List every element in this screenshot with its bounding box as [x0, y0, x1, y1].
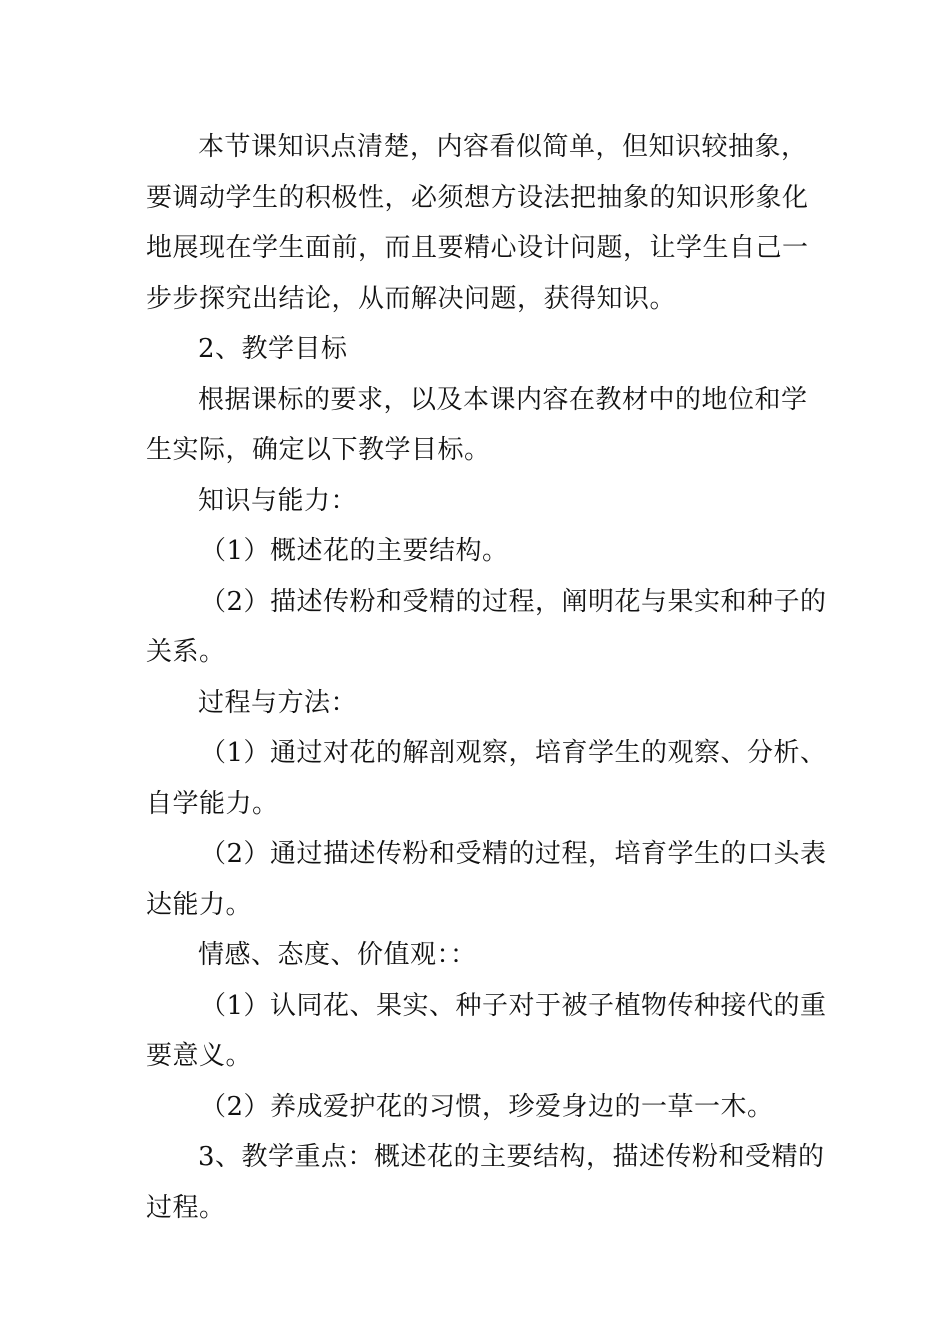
paragraph-goals-intro	[146, 375, 808, 476]
text-line: 2、教学目标	[198, 334, 348, 364]
text-line: 过程与方法：	[198, 687, 358, 718]
subheading-emotion-attitude-values	[146, 930, 808, 981]
text-line: 本节课知识点清楚，内容看似简单，但知识较抽象，	[198, 132, 808, 162]
text-line: 根据课标的要求，以及本课内容在教材中的地位和学	[198, 384, 808, 415]
text-line: 达能力。	[146, 889, 253, 920]
text-line: 情感、态度、价值观：：	[198, 940, 477, 970]
text-line: 过程。	[146, 1192, 226, 1223]
document-body	[146, 122, 827, 1233]
subheading-process-method	[146, 678, 808, 729]
text-line: （2）描述传粉和受精的过程，阐明花与果实和种子的	[200, 586, 827, 617]
text-line: （1）认同花、果实、种子对于被子植物传种接代的重	[200, 990, 827, 1021]
text-line: （1）通过对花的解剖观察，培育学生的观察、分析、	[200, 738, 827, 768]
list-item-process-1	[146, 728, 827, 829]
text-line: 生实际，确定以下教学目标。	[146, 435, 491, 465]
text-line: 要调动学生的积极性，必须想方设法把抽象的知识形象化	[146, 182, 809, 213]
text-line: 自学能力。	[146, 788, 279, 819]
text-line: 知识与能力：	[198, 485, 358, 516]
list-item-emotion-2	[146, 1082, 808, 1133]
text-line: 3、教学重点：概述花的主要结构，描述传粉和受精的	[198, 1142, 825, 1172]
text-line: （2）通过描述传粉和受精的过程，培育学生的口头表	[200, 839, 827, 869]
list-item-emotion-1	[146, 981, 827, 1082]
text-line: （1）概述花的主要结构。	[200, 536, 509, 566]
subheading-knowledge-ability	[146, 476, 808, 527]
text-line: 要意义。	[146, 1041, 253, 1071]
text-line: 关系。	[146, 637, 226, 667]
text-line: 地展现在学生面前，而且要精心设计问题，让学生自己一	[146, 233, 809, 263]
section-heading-teaching-goals	[146, 324, 808, 375]
list-item-process-2	[146, 829, 827, 930]
section-teaching-focus	[146, 1132, 825, 1233]
text-line: （2）养成爱护花的习惯，珍爱身边的一草一木。	[200, 1091, 774, 1122]
text-line: 步步探究出结论，从而解决问题，获得知识。	[146, 283, 677, 314]
list-item-knowledge-2	[146, 577, 827, 678]
list-item-knowledge-1	[146, 526, 808, 577]
paragraph-intro	[146, 122, 808, 324]
